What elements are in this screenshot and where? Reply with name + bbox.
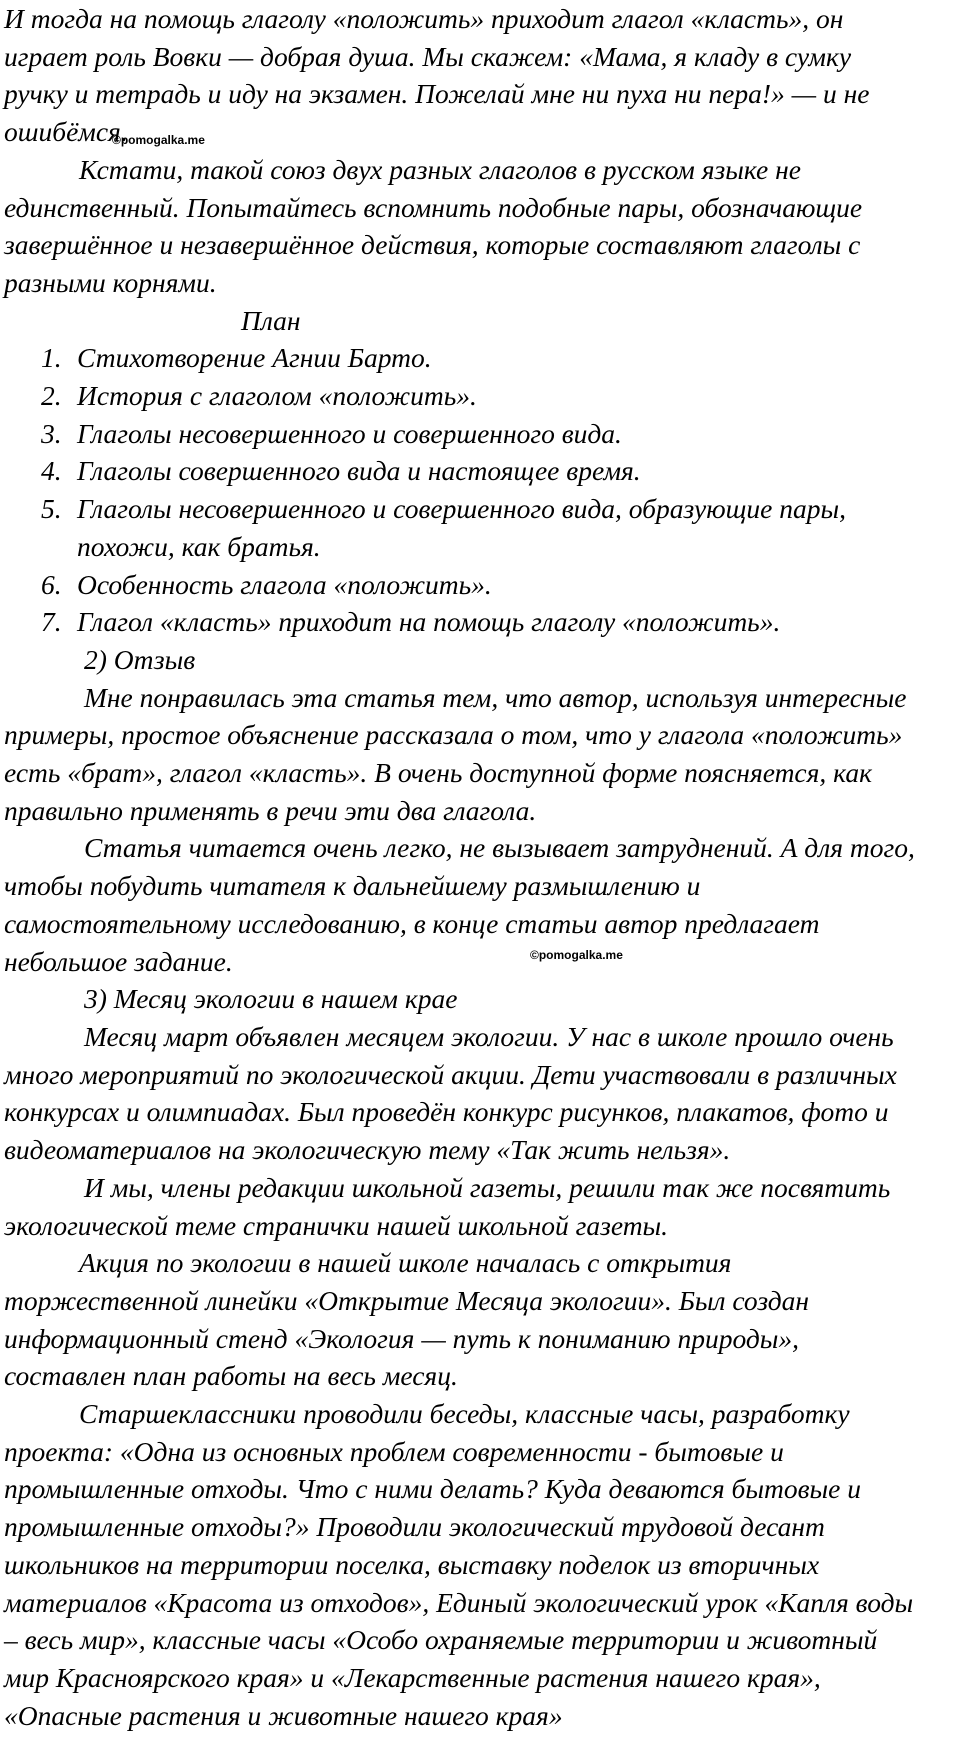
text-line: есть «брат», глагол «класть». В очень доступной форме поясняется, как xyxy=(4,757,872,789)
list-item xyxy=(4,566,956,604)
text-line: Месяц март объявлен месяцем экологии. У нас в школе прошло очень xyxy=(84,1020,894,1052)
paragraph-review-2 xyxy=(4,829,956,980)
text-line: единственный. Попытайтесь вспомнить подобные пары, обозначающие xyxy=(4,191,863,223)
text-line: школьников на территории поселка, выставку поделок из вторичных xyxy=(4,1548,820,1580)
text-line: завершённое и незавершённое действия, которые составляют глаголы с xyxy=(4,229,861,261)
list-number: 1. xyxy=(41,342,62,374)
list-text: Глаголы несовершенного и совершенного вида, образующие пары, xyxy=(77,493,846,525)
text-line: «Опасные растения и животные нашего края» xyxy=(4,1699,563,1731)
list-number: 2. xyxy=(41,380,62,412)
list-text: Стихотворение Агнии Барто. xyxy=(77,342,432,374)
text-span: ошибёмся. xyxy=(4,116,128,148)
list-item xyxy=(4,415,956,453)
text-line: примеры, простое объяснение рассказала о том, что у глагола «положить» xyxy=(4,719,903,751)
text-line: торжественной линейки «Открытие Месяца экологии». Был создан xyxy=(4,1284,809,1316)
plan-title: План xyxy=(241,304,301,336)
list-text: История с глаголом «положить». xyxy=(77,380,477,412)
paragraph-eco-3 xyxy=(4,1244,956,1395)
text-line: Статья читается очень легко, не вызывает затруднений. А для того, xyxy=(84,832,915,864)
text-line xyxy=(4,113,956,151)
list-text: Особенность глагола «положить». xyxy=(77,568,492,600)
text-line: Акция по экологии в нашей школе началась с открытия xyxy=(79,1247,732,1279)
text-line: чтобы побудить читателя к дальнейшему размышлению и xyxy=(4,870,701,902)
list-text: Глаголы несовершенного и совершенного вида. xyxy=(77,417,622,449)
text-line: ручку и тетрадь и иду на экзамен. Пожелай мне ни пуха ни пера!» — и не xyxy=(4,78,870,110)
text-line: промышленные отходы?» Проводили экологический трудовой десант xyxy=(4,1511,825,1543)
text-line: И тогда на помощь глаголу «положить» приходит глагол «класть», он xyxy=(4,3,844,34)
text-line: видеоматериалов на экологическую тему «Так жить нельзя». xyxy=(4,1134,731,1166)
paragraph-eco-1 xyxy=(4,1018,956,1169)
text-line: экологической теме странички нашей школьной газеты. xyxy=(4,1209,669,1241)
text-line: мир Красноярского края» и «Лекарственные растения нашего края», xyxy=(4,1661,821,1693)
heading-ecology: 3) Месяц экологии в нашем крае xyxy=(84,983,458,1015)
plan-list xyxy=(4,339,956,641)
text-line: информационный стенд «Экология — путь к пониманию природы», xyxy=(4,1322,799,1354)
text-line: составлен план работы на весь месяц. xyxy=(4,1360,458,1392)
list-number: 7. xyxy=(41,606,62,638)
text-line: правильно применять в речи эти два глагола. xyxy=(4,794,537,826)
list-number: 5. xyxy=(41,493,62,525)
text-line: самостоятельному исследованию, в конце статьи автор предлагает xyxy=(4,907,820,939)
text-line: играет роль Вовки — добрая душа. Мы скажем: «Мама, я кладу в сумку xyxy=(4,40,852,72)
list-number: 4. xyxy=(41,455,62,487)
watermark: ©pomogalka.me xyxy=(112,133,205,148)
text-line: И мы, члены редакции школьной газеты, решили так же посвятить xyxy=(84,1171,891,1203)
text-line: промышленные отходы. Что с ними делать? Куда деваются бытовые и xyxy=(4,1473,861,1505)
list-number: 3. xyxy=(41,417,62,449)
list-item xyxy=(4,377,956,415)
paragraph-kstati xyxy=(4,151,956,302)
heading-review: 2) Отзыв xyxy=(84,643,196,675)
document-page xyxy=(4,0,956,1734)
text-line: материалов «Красота из отходов», Единый экологический урок «Капля воды xyxy=(4,1586,914,1618)
text-line: разными корнями. xyxy=(4,266,217,298)
text-line: Кстати, такой союз двух разных глаголов в русском языке не xyxy=(79,153,801,185)
text-line: – весь мир», классные часы «Особо охраняемые территории и животный xyxy=(4,1624,878,1656)
text-line: много мероприятий по экологической акции. Дети участвовали в различных xyxy=(4,1058,897,1090)
list-text: похожи, как братья. xyxy=(77,530,321,562)
paragraph-eco-4 xyxy=(4,1395,956,1734)
list-item xyxy=(4,603,956,641)
paragraph-eco-2 xyxy=(4,1169,956,1244)
list-item xyxy=(4,339,956,377)
watermark: ©pomogalka.me xyxy=(530,947,623,962)
paragraph-review-1 xyxy=(4,679,956,830)
paragraph-intro xyxy=(4,0,956,151)
text-line: Старшеклассники проводили беседы, классные часы, разработку xyxy=(79,1398,850,1430)
text-line: конкурсах и олимпиадах. Был проведён конкурс рисунков, плакатов, фото и xyxy=(4,1096,889,1128)
text-line xyxy=(4,943,956,981)
list-item xyxy=(4,452,956,490)
list-item xyxy=(4,490,956,565)
list-text: Глаголы совершенного вида и настоящее время. xyxy=(77,455,641,487)
list-number: 6. xyxy=(41,568,62,600)
text-line: проекта: «Одна из основных проблем современности - бытовые и xyxy=(4,1435,784,1467)
list-text: Глагол «класть» приходит на помощь глаголу «положить». xyxy=(77,606,781,638)
text-line: Мне понравилась эта статья тем, что автор, используя интересные xyxy=(84,681,907,713)
text-span: небольшое задание. xyxy=(4,945,233,977)
